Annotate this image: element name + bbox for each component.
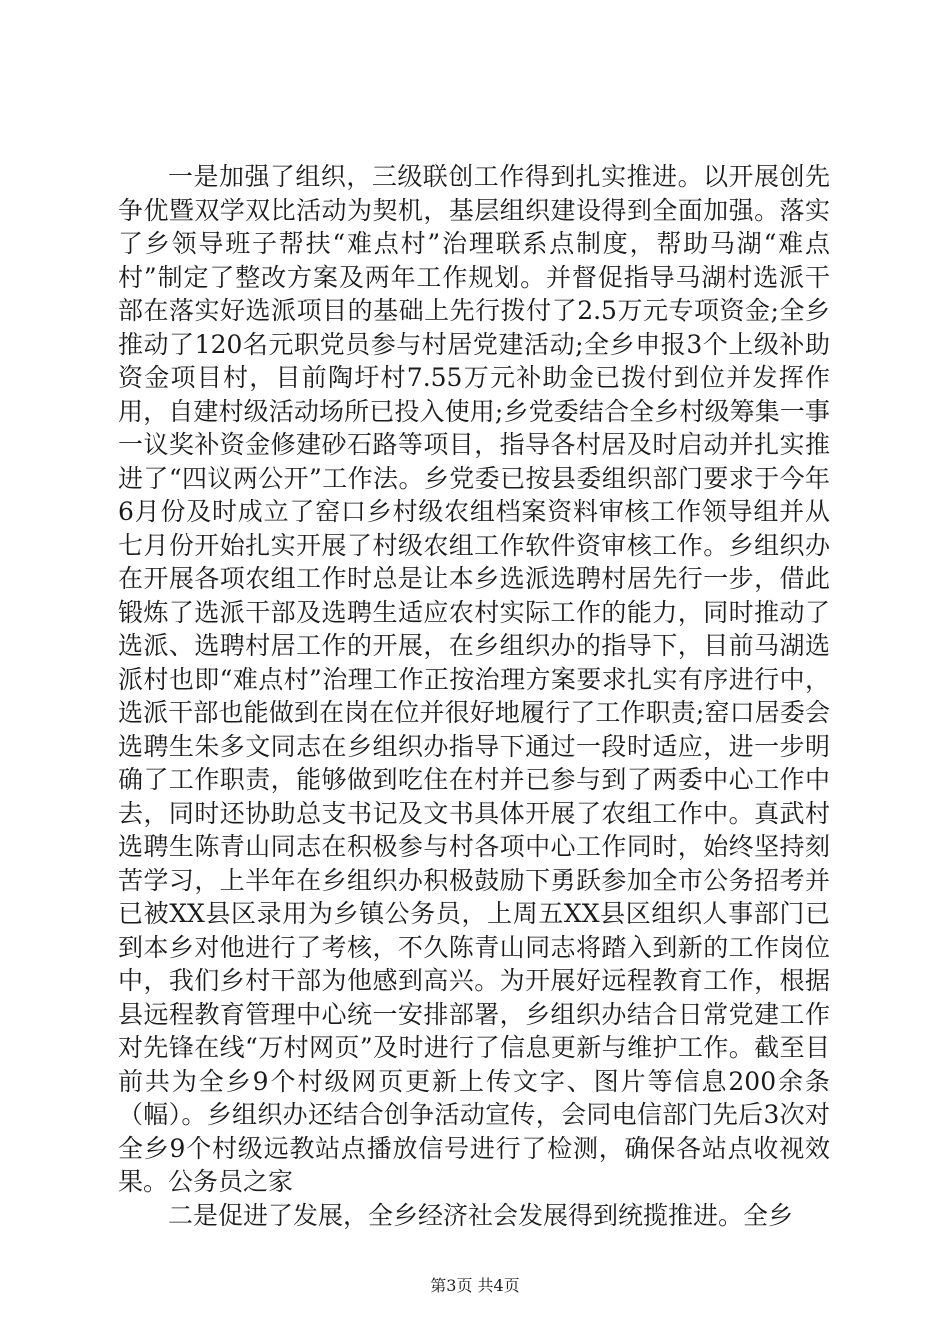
paragraph-2: 二是促进了发展，全乡经济社会发展得到统揽推进。全乡	[168, 1200, 794, 1230]
paragraph-1: 一是加强了组织，三级联创工作得到扎实推进。以开展创先争优暨双学双比活动为契机，基层组织建设得到全面加强。落实了乡领导班子帮扶“难点村”治理联系点制度，帮助马湖“难点村”制定了整改方案及两年工作规划。并督促指导马湖村选派干部在落实好选派项目的基础上先行拨付了2.5万元专项资金;全乡推动了120名元职党员参与村居党建活动;全乡申报3个上级补助资金项目村，目前陶圩村7.55万元补助金已拨付到位并发挥作用，自建村级活动场所已投入使用;乡党委结合全乡村级筹集一事一议奖补资金修建砂石路等项目，指导各村居及时启动并扎实推进了“四议两公开”工作法。乡党委已按县委组织部门要求于今年6月份及时成立了窑口乡村级农组档案资料审核工作领导组并从七月份开始扎实开展了村级农组工作软件资审核工作。乡组织办在开展各项农组工作时总是让本乡选派选聘村居先行一步，借此锻炼了选派干部及选聘生适应农村实际工作的能力，同时推动了选派、选聘村居工作的开展，在乡组织办的指导下，目前马湖选派村也即“难点村”治理工作正按治理方案要求扎实有序进行中，选派干部也能做到在岗在位并很好地履行了工作职责;窑口居委会选聘生朱多文同志在乡组织办指导下通过一段时适应，进一步明确了工作职责，能够做到吃住在村并已参与到了两委中心工作中去，同时还协助总支书记及文书具体开展了农组工作中。真武村选聘生陈青山同志在积极参与村各项中心工作同时，始终坚持刻苦学习，上半年在乡组织办积极鼓励下勇跃参加全市公务招考并已被XX县区录用为乡镇公务员，上周五XX县区组织人事部门已到本乡对他进行了考核，不久陈青山同志将踏入到新的工作岗位中，我们乡村干部为他感到高兴。为开展好远程教育工作，根据县远程教育管理中心统一安排部署，乡组织办结合日常党建工作对先锋在线“万村网页”及时进行了信息更新与维护工作。截至目前共为全乡9个村级网页更新上传文字、图片等信息200余条（幅）。乡组织办还结合创争活动宣传，会同电信部门先后3次对全乡9个村级远教站点播放信号进行了检测，确保各站点收视效果。公务员之家	[118, 162, 830, 1196]
page-number-footer: 第3页 共4页	[430, 1276, 520, 1295]
document-body	[118, 160, 830, 1232]
